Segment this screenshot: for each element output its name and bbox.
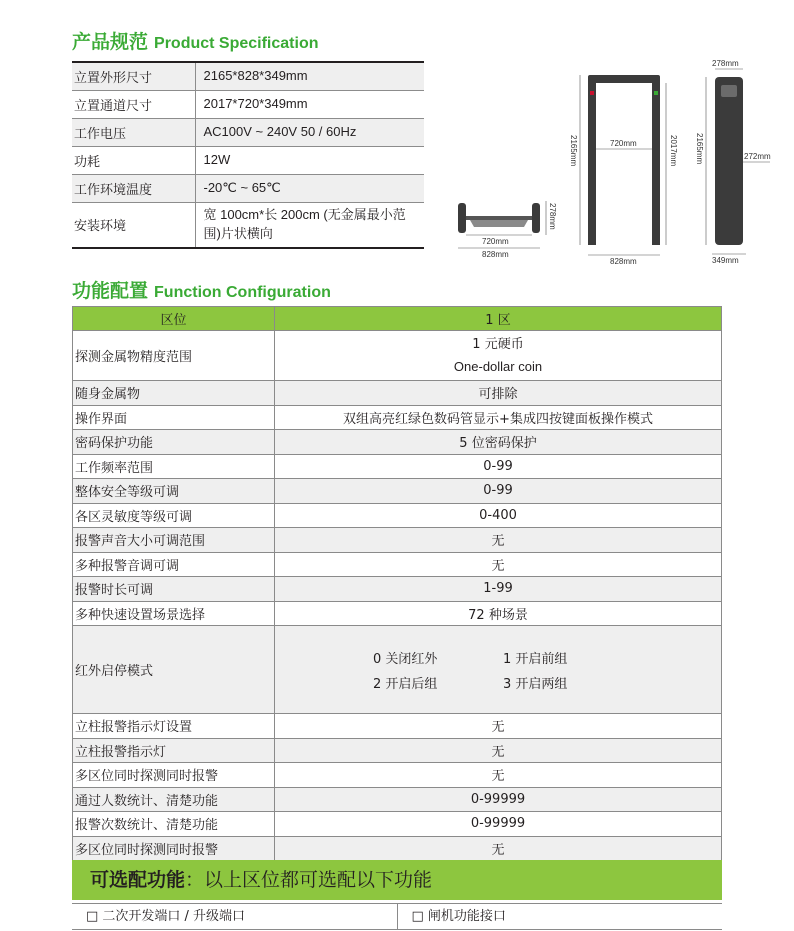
row-value: 无 (275, 714, 722, 739)
table-header-row (73, 307, 722, 331)
row-value-line2: One-dollar coin (453, 358, 543, 374)
row-value: 0-99999 (275, 787, 722, 812)
row-label: 通过人数统计、清楚功能 (73, 787, 275, 812)
row-label: 操作界面 (73, 405, 275, 430)
spec-row (72, 90, 424, 118)
side-view-mid-depth: 272mm (744, 152, 771, 161)
spec-value: -20℃ ~ 65℃ (195, 174, 424, 202)
optional-item: □ 二次开发端口 / 升级端口 (86, 909, 246, 924)
spec-row (72, 118, 424, 146)
row-label: 报警次数统计、清楚功能 (73, 812, 275, 837)
dimension-drawings (440, 55, 780, 270)
spec-row (72, 146, 424, 174)
table-row (73, 763, 722, 788)
optional-title-rest: ：以上区位都可选配以下功能 (185, 869, 433, 891)
func-title-en: Function Configuration (154, 284, 331, 301)
spec-label: 工作环境温度 (72, 174, 195, 202)
spec-row (72, 174, 424, 202)
spec-table (72, 61, 424, 249)
table-row (73, 836, 722, 861)
row-value: 无 (275, 528, 722, 553)
row-label: 工作频率范围 (73, 454, 275, 479)
spec-value: 2017*720*349mm (195, 90, 424, 118)
side-view-height: 2165mm (695, 133, 704, 165)
function-table (72, 306, 722, 861)
optional-item: □ 闸机功能接口 (397, 904, 723, 929)
spec-title-en: Product Specification (154, 35, 319, 52)
row-label: 多区位同时探测同时报警 (73, 836, 275, 861)
func-section-title (72, 276, 331, 303)
row-label: 整体安全等级可调 (73, 479, 275, 504)
row-label: 红外启停模式 (73, 626, 275, 714)
spec-label: 安装环境 (72, 202, 195, 248)
table-row (73, 405, 722, 430)
side-view-base-depth: 349mm (712, 256, 739, 265)
row-value: 5 位密码保护 (275, 430, 722, 455)
table-row (73, 454, 722, 479)
row-value: 72 种场景 (275, 601, 722, 626)
row-value: 0-99 (275, 454, 722, 479)
header-value: 1 区 (275, 307, 722, 331)
top-view-width-inner: 720mm (482, 237, 509, 246)
table-row (73, 381, 722, 406)
row-value: 无 (275, 738, 722, 763)
front-view-width-outer: 828mm (610, 257, 637, 266)
func-title-zh: 功能配置 (72, 280, 149, 302)
spec-value: 宽 100cm*长 200cm (无金属最小范围)片状横向 (195, 202, 424, 248)
row-value: 0-99999 (275, 812, 722, 837)
row-label: 密码保护功能 (73, 430, 275, 455)
table-row (73, 714, 722, 739)
row-value: 可排除 (275, 381, 722, 406)
spec-row (72, 62, 424, 90)
table-row (73, 812, 722, 837)
front-view-drawing (580, 75, 666, 255)
optional-features-bar (72, 860, 722, 900)
spec-label: 立置通道尺寸 (72, 90, 195, 118)
top-view-width-outer: 828mm (482, 250, 509, 259)
optional-title-strong: 可选配功能 (90, 869, 186, 891)
row-label: 多区位同时探测同时报警 (73, 763, 275, 788)
table-row (73, 787, 722, 812)
row-label: 报警时长可调 (73, 577, 275, 602)
row-label: 报警声音大小可调范围 (73, 528, 275, 553)
side-view-drawing (706, 69, 770, 254)
infrared-option: 0 关闭红外 (373, 651, 438, 667)
row-value: 无 (275, 836, 722, 861)
header-label: 区位 (73, 307, 275, 331)
table-row (73, 577, 722, 602)
infrared-option: 2 开启后组 (373, 676, 438, 692)
row-label: 立柱报警指示灯设置 (73, 714, 275, 739)
row-label: 探测金属物精度范围 (73, 331, 275, 381)
row-label: 随身金属物 (73, 381, 275, 406)
optional-features-row (72, 903, 722, 930)
table-row (73, 331, 722, 381)
row-label: 各区灵敏度等级可调 (73, 503, 275, 528)
side-view-top-depth: 278mm (712, 59, 739, 68)
infrared-option: 1 开启前组 (503, 651, 568, 667)
front-view-height-passage: 2017mm (669, 135, 678, 167)
spec-row (72, 202, 424, 248)
spec-section-title (72, 27, 318, 54)
row-label: 多种报警音调可调 (73, 552, 275, 577)
infrared-mode-options (277, 648, 719, 692)
table-row (73, 479, 722, 504)
top-view-depth: 278mm (548, 203, 557, 230)
table-row (73, 503, 722, 528)
row-value: 无 (275, 763, 722, 788)
spec-value: AC100V ~ 240V 50 / 60Hz (195, 118, 424, 146)
spec-label: 工作电压 (72, 118, 195, 146)
row-value: 0-400 (275, 503, 722, 528)
spec-value: 12W (195, 146, 424, 174)
front-view-height-total: 2165mm (569, 135, 578, 167)
spec-title-zh: 产品规范 (72, 31, 149, 53)
row-value-line1: 1 元硬币 (472, 336, 524, 352)
row-value: 双组高亮红绿色数码管显示+集成四按键面板操作模式 (275, 405, 722, 430)
table-row (73, 626, 722, 714)
table-row (73, 552, 722, 577)
spec-label: 功耗 (72, 146, 195, 174)
table-row (73, 528, 722, 553)
table-row (73, 601, 722, 626)
row-label: 多种快速设置场景选择 (73, 601, 275, 626)
infrared-option: 3 开启两组 (503, 676, 568, 692)
spec-value: 2165*828*349mm (195, 62, 424, 90)
row-value (275, 331, 722, 381)
row-label: 立柱报警指示灯 (73, 738, 275, 763)
row-value (275, 626, 722, 714)
row-value: 0-99 (275, 479, 722, 504)
table-row (73, 430, 722, 455)
spec-label: 立置外形尺寸 (72, 62, 195, 90)
front-view-passage-width: 720mm (610, 139, 637, 148)
row-value: 无 (275, 552, 722, 577)
table-row (73, 738, 722, 763)
row-value: 1-99 (275, 577, 722, 602)
